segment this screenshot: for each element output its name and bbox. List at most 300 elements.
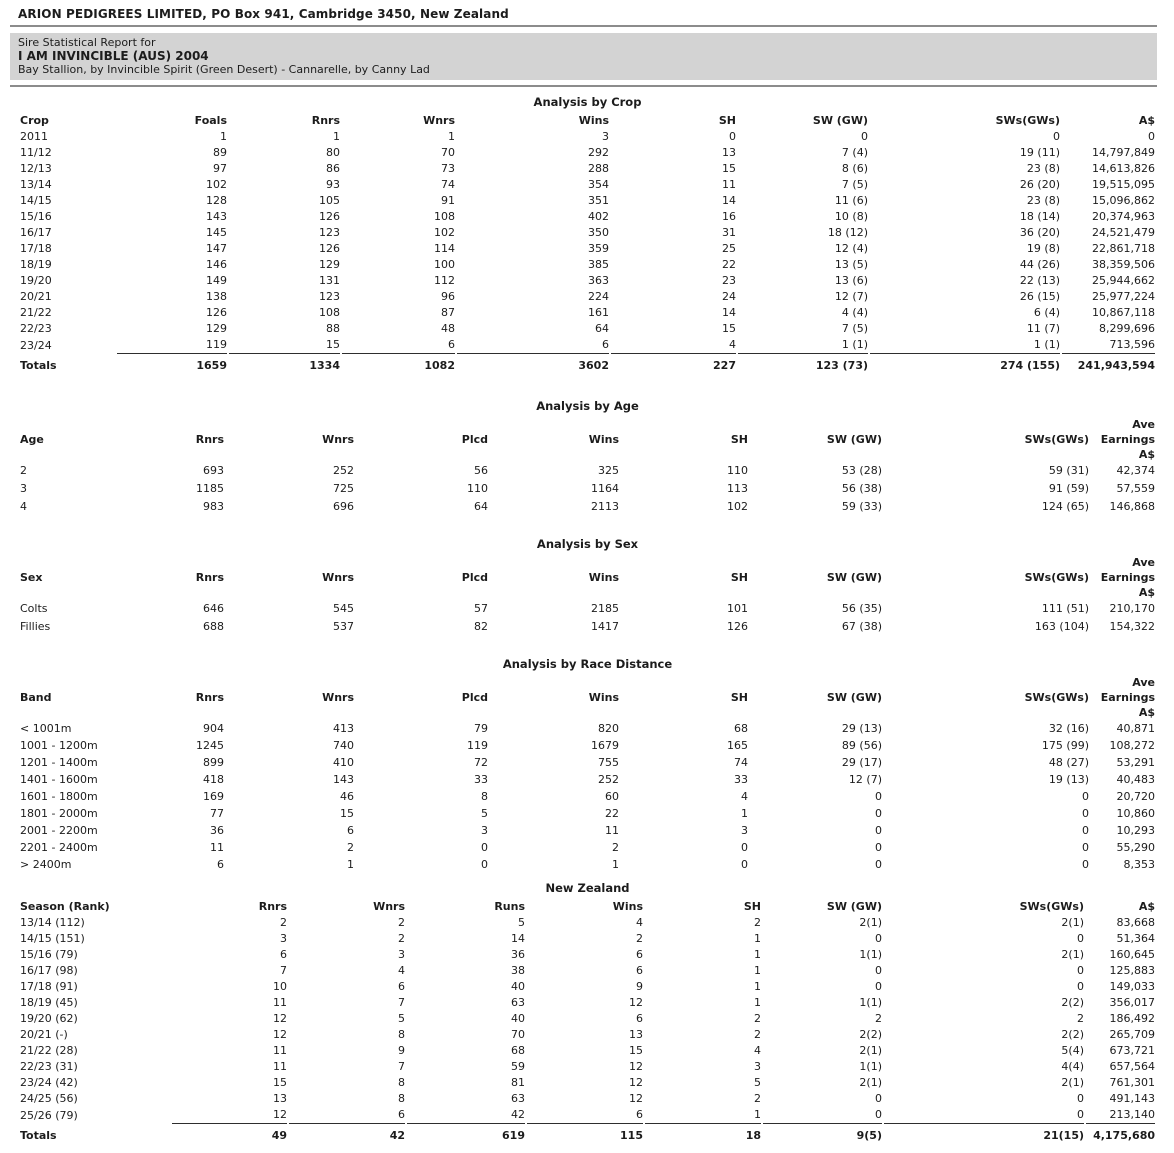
cell: 81 [511,1076,525,1089]
cell: 1 (1) [870,337,1060,354]
cell: 12 [273,1028,287,1041]
cell: 8,353 [1123,858,1155,871]
cell: 2(1) [859,916,882,929]
table-row [20,480,1155,498]
row-label: 25/26 (79) [20,1108,78,1122]
cell: 4 [636,916,643,929]
column-header: Wins [588,433,619,446]
cell: 56 [474,464,488,477]
table-row [20,289,1155,305]
cell: 149 [206,274,227,287]
cell: 22 [722,258,736,271]
cell: 112 [434,274,455,287]
cell: 5 [481,807,488,820]
cell: 8 (6) [841,162,868,175]
cell: 160,645 [1109,948,1155,961]
cell: 73 [441,162,455,175]
column-header: Wins [588,691,619,704]
totals-cell: Totals [20,359,57,372]
table-row [20,193,1155,209]
column-header: Rnrs [311,114,340,127]
cell: 70 [511,1028,525,1041]
cell: 87 [441,306,455,319]
row-label: 2201 - 2400m [20,841,98,854]
row-label: 11/12 [20,146,52,159]
cell: 146 [206,258,227,271]
header-row [20,555,1155,600]
cell: 1 [612,858,619,871]
divider [10,25,1157,27]
cell: 646 [203,602,224,615]
cell: 20,720 [1116,790,1155,803]
column-header: A$ [1138,114,1155,127]
cell: 2(1) [1061,1076,1084,1089]
header-row [20,675,1155,720]
cell: 42,374 [1116,464,1155,477]
cell: 129 [206,322,227,335]
row-label: 2001 - 2200m [20,824,98,837]
cell: 12 [172,1107,287,1124]
cell: 70 [441,146,455,159]
cell: 40 [511,980,525,993]
totals-cell: 115 [620,1129,643,1142]
row-label: 1001 - 1200m [20,739,98,752]
column-header: Rnrs [195,433,224,446]
cell: 126 [727,620,748,633]
cell: 146,868 [1109,500,1155,513]
row-label: > 2400m [20,858,72,871]
cell: 16 [722,210,736,223]
table-row [20,1091,1155,1107]
cell: 13 [629,1028,643,1041]
cell: 0 [1077,964,1084,977]
cell: 2(1) [1061,916,1084,929]
row-label: 13/14 [20,178,52,191]
row-label: 1201 - 1400m [20,756,98,769]
column-header: Plcd [461,571,488,584]
cell: 4 [611,337,736,354]
row-label: 16/17 (98) [20,964,78,977]
cell: 1 [645,1107,761,1124]
cell: 12 [629,996,643,1009]
section-title-sex: Analysis by Sex [536,537,639,551]
cell: 13 [722,146,736,159]
cell: 6 [398,980,405,993]
cell: 6 [280,948,287,961]
cell: 23 [722,274,736,287]
column-header: SWs(GWs) [1024,571,1089,584]
cell: 100 [434,258,455,271]
cell: 91 [441,194,455,207]
header-row [20,113,1155,129]
row-label: 17/18 (91) [20,980,78,993]
table-row [20,600,1155,618]
cell: 6 (4) [1033,306,1060,319]
company-header: ARION PEDIGREES LIMITED, PO Box 941, Cambridge 3450, New Zealand [18,7,509,21]
cell: 252 [598,773,619,786]
cell: 74 [734,756,748,769]
cell: 86 [326,162,340,175]
table-row [20,915,1155,931]
cell: 755 [598,756,619,769]
cell: 0 [875,807,882,820]
cell: 36 [210,824,224,837]
cell: 0 [1148,130,1155,143]
cell: 80 [326,146,340,159]
cell: 119 [117,337,227,354]
table-row [20,754,1155,771]
cell: 2(2) [1061,1028,1084,1041]
cell: 356,017 [1109,996,1155,1009]
cell: 0 [1077,1092,1084,1105]
cell: 36 [511,948,525,961]
cell: 8 [398,1092,405,1105]
cell: 15 [229,337,340,354]
cell: 363 [588,274,609,287]
cell: 154,322 [1109,620,1155,633]
table-row [20,1043,1155,1059]
cell: 1 [754,980,761,993]
section-title-distance: Analysis by Race Distance [502,657,673,671]
column-header: Sex [20,571,43,584]
cell: 149,033 [1109,980,1155,993]
cell: 8 [398,1076,405,1089]
cell: 74 [441,178,455,191]
row-label: 22/23 [20,322,52,335]
column-header: Wnrs [322,433,354,446]
cell: 5 [398,1012,405,1025]
header-row [20,417,1155,462]
cell: 55,290 [1116,841,1155,854]
cell: 110 [727,464,748,477]
cell: 82 [474,620,488,633]
cell: 1417 [591,620,619,633]
cell: 8,299,696 [1099,322,1155,335]
cell: 2 [636,932,643,945]
cell: 0 [875,824,882,837]
cell: 186,492 [1109,1012,1155,1025]
totals-cell: 1334 [309,359,340,372]
cell: 1 [333,130,340,143]
cell: 1 [347,858,354,871]
cell: 59 (33) [841,500,882,513]
column-header: SW (GW) [826,571,882,584]
cell: 145 [206,226,227,239]
cell: 1164 [591,482,619,495]
table-row [20,788,1155,805]
cell: 124 (65) [1041,500,1089,513]
table-row [20,931,1155,947]
cell: 60 [605,790,619,803]
analysis-by-sex-table [18,555,1157,636]
cell: 0 [1053,130,1060,143]
cell: 904 [203,722,224,735]
cell: 385 [588,258,609,271]
table-row [20,225,1155,241]
column-header: Wnrs [423,114,455,127]
cell: 67 (38) [841,620,882,633]
totals-cell: 1659 [196,359,227,372]
cell: 0 [875,964,882,977]
table-row [20,963,1155,979]
cell: 123 [319,290,340,303]
cell: 40,483 [1116,773,1155,786]
cell: 12 [273,1012,287,1025]
cell: 163 (104) [1034,620,1089,633]
cell: 252 [333,464,354,477]
cell: 354 [588,178,609,191]
cell: 40 [511,1012,525,1025]
table-row [20,1107,1155,1124]
cell: 0 [729,130,736,143]
cell: 0 [875,790,882,803]
cell: 350 [588,226,609,239]
cell: 25,977,224 [1092,290,1155,303]
table-row [20,209,1155,225]
cell: 1 [754,996,761,1009]
column-header: A$ [1138,900,1155,913]
column-header: Wins [588,571,619,584]
cell: 288 [588,162,609,175]
cell: 12 (4) [834,242,868,255]
table-row [20,720,1155,737]
cell: 19 (8) [1026,242,1060,255]
cell: 6 [636,1012,643,1025]
cell: 0 [1082,841,1089,854]
cell: 7 (4) [841,146,868,159]
cell: 1 (1) [738,337,868,354]
cell: 418 [203,773,224,786]
cell: 351 [588,194,609,207]
totals-row [20,1124,1155,1144]
column-header: Rnrs [258,900,287,913]
table-row [20,462,1155,480]
cell: 11 [722,178,736,191]
totals-cell: 123 (73) [815,359,868,372]
column-header-ave-earnings: Ave Earnings A$ [1100,556,1155,599]
table-row [20,273,1155,289]
cell: 10,860 [1116,807,1155,820]
cell: 14,613,826 [1092,162,1155,175]
column-header: Rnrs [195,571,224,584]
cell: 169 [203,790,224,803]
divider [10,85,1157,87]
cell: 114 [434,242,455,255]
cell: 105 [319,194,340,207]
cell: 2 [398,932,405,945]
totals-cell: 3602 [578,359,609,372]
cell: 22 [605,807,619,820]
cell: 56 (38) [841,482,882,495]
cell: 59 (31) [1048,464,1089,477]
totals-cell: Totals [20,1129,57,1142]
column-header: SW (GW) [826,900,882,913]
cell: 0 [741,858,748,871]
column-header: Plcd [461,691,488,704]
table-row [20,161,1155,177]
cell: 7 [398,1060,405,1073]
table-row [20,839,1155,856]
cell: 11 [605,824,619,837]
column-header: Wins [578,114,609,127]
cell: 224 [588,290,609,303]
row-label: 1801 - 2000m [20,807,98,820]
table-row [20,856,1155,873]
column-header: Wnrs [322,571,354,584]
cell: 0 [875,980,882,993]
cell: 0 [875,858,882,871]
cell: 57,559 [1116,482,1155,495]
cell: 126 [319,242,340,255]
cell: 68 [734,722,748,735]
cell: 213,140 [1086,1107,1155,1124]
cell: 88 [326,322,340,335]
cell: 2(2) [1061,996,1084,1009]
table-row [20,257,1155,273]
cell: 7 [280,964,287,977]
cell: 63 [511,1092,525,1105]
cell: 20,374,963 [1092,210,1155,223]
cell: 491,143 [1109,1092,1155,1105]
cell: 22,861,718 [1092,242,1155,255]
totals-cell: 18 [745,1129,761,1142]
cell: 15 [722,322,736,335]
cell: 693 [203,464,224,477]
cell: 359 [588,242,609,255]
row-label: 17/18 [20,242,52,255]
column-header: SW (GW) [812,114,868,127]
column-header: SWs(GWs) [1024,691,1089,704]
cell: 15 [722,162,736,175]
analysis-by-crop-table [18,113,1157,374]
cell: 11 [273,1060,287,1073]
table-row [20,1075,1155,1091]
column-header-ave-earnings: Ave Earnings A$ [1100,418,1155,461]
cell: 13 (6) [834,274,868,287]
new-zealand-table [18,899,1157,1144]
cell: 210,170 [1109,602,1155,615]
cell: 83,668 [1116,916,1155,929]
row-label: 24/25 (56) [20,1092,78,1105]
totals-cell: 21(15) [1043,1129,1084,1142]
cell: 110 [467,482,488,495]
analysis-by-age-table [18,417,1157,516]
cell: 4 [754,1044,761,1057]
cell: 53 (28) [841,464,882,477]
row-label: 20/21 [20,290,52,303]
cell: 7 (5) [841,178,868,191]
cell: 15 [340,807,354,820]
cell: 0 [875,932,882,945]
sire-info-band [10,33,1157,80]
row-label: < 1001m [20,722,72,735]
totals-cell: 619 [502,1129,525,1142]
table-row [20,321,1155,337]
cell: 63 [511,996,525,1009]
table-row [20,995,1155,1011]
column-header: Wins [612,900,643,913]
cell: 4 [398,964,405,977]
cell: 12 [629,1092,643,1105]
cell: 14 [511,932,525,945]
cell: 3 [602,130,609,143]
column-header: Wnrs [322,691,354,704]
row-label: 13/14 (112) [20,916,85,929]
column-header: Wnrs [373,900,405,913]
cell: 1 [448,130,455,143]
cell: 126 [206,306,227,319]
row-label: 23/24 (42) [20,1076,78,1089]
cell: 2 [612,841,619,854]
cell: 3 [398,948,405,961]
cell: 26 (15) [1019,290,1060,303]
cell: 2 [875,1012,882,1025]
cell: 15 [629,1044,643,1057]
row-label: 19/20 [20,274,52,287]
cell: 91 (59) [1048,482,1089,495]
cell: 2 [754,1092,761,1105]
row-label: 21/22 (28) [20,1044,78,1057]
row-label: 16/17 [20,226,52,239]
cell: 143 [333,773,354,786]
cell: 3 [754,1060,761,1073]
cell: 32 (16) [1048,722,1089,735]
cell: 2(1) [859,1076,882,1089]
cell: 2 [280,916,287,929]
cell: 123 [319,226,340,239]
cell: 0 [1082,824,1089,837]
cell: 12 (7) [834,290,868,303]
totals-cell: 9(5) [856,1129,882,1142]
cell: 740 [333,739,354,752]
cell: 89 [213,146,227,159]
cell: 3 [741,824,748,837]
cell: 18 (14) [1019,210,1060,223]
row-label: 19/20 (62) [20,1012,78,1025]
cell: 51,364 [1116,932,1155,945]
cell: 111 (51) [1041,602,1089,615]
cell: 6 [289,1107,405,1124]
row-label: 18/19 [20,258,52,271]
cell: 48 [441,322,455,335]
cell: 5(4) [1061,1044,1084,1057]
cell: 5 [518,916,525,929]
cell: 1(1) [859,996,882,1009]
column-header: Band [20,691,52,704]
column-header: SH [743,900,761,913]
cell: 102 [434,226,455,239]
cell: 128 [206,194,227,207]
cell: 413 [333,722,354,735]
cell: 713,596 [1062,337,1155,354]
cell: 108 [319,306,340,319]
cell: 97 [213,162,227,175]
cell: 7 [398,996,405,1009]
cell: 138 [206,290,227,303]
cell: 11 (7) [1026,322,1060,335]
cell: 2 [754,916,761,929]
column-header: Season (Rank) [20,900,110,913]
cell: 102 [727,500,748,513]
totals-cell: 42 [389,1129,405,1142]
cell: 0 [1082,858,1089,871]
cell: 2 [398,916,405,929]
cell: 0 [481,858,488,871]
cell: 2(1) [1061,948,1084,961]
cell: 36 (20) [1019,226,1060,239]
row-label: 2011 [20,130,48,143]
cell: 10 [273,980,287,993]
